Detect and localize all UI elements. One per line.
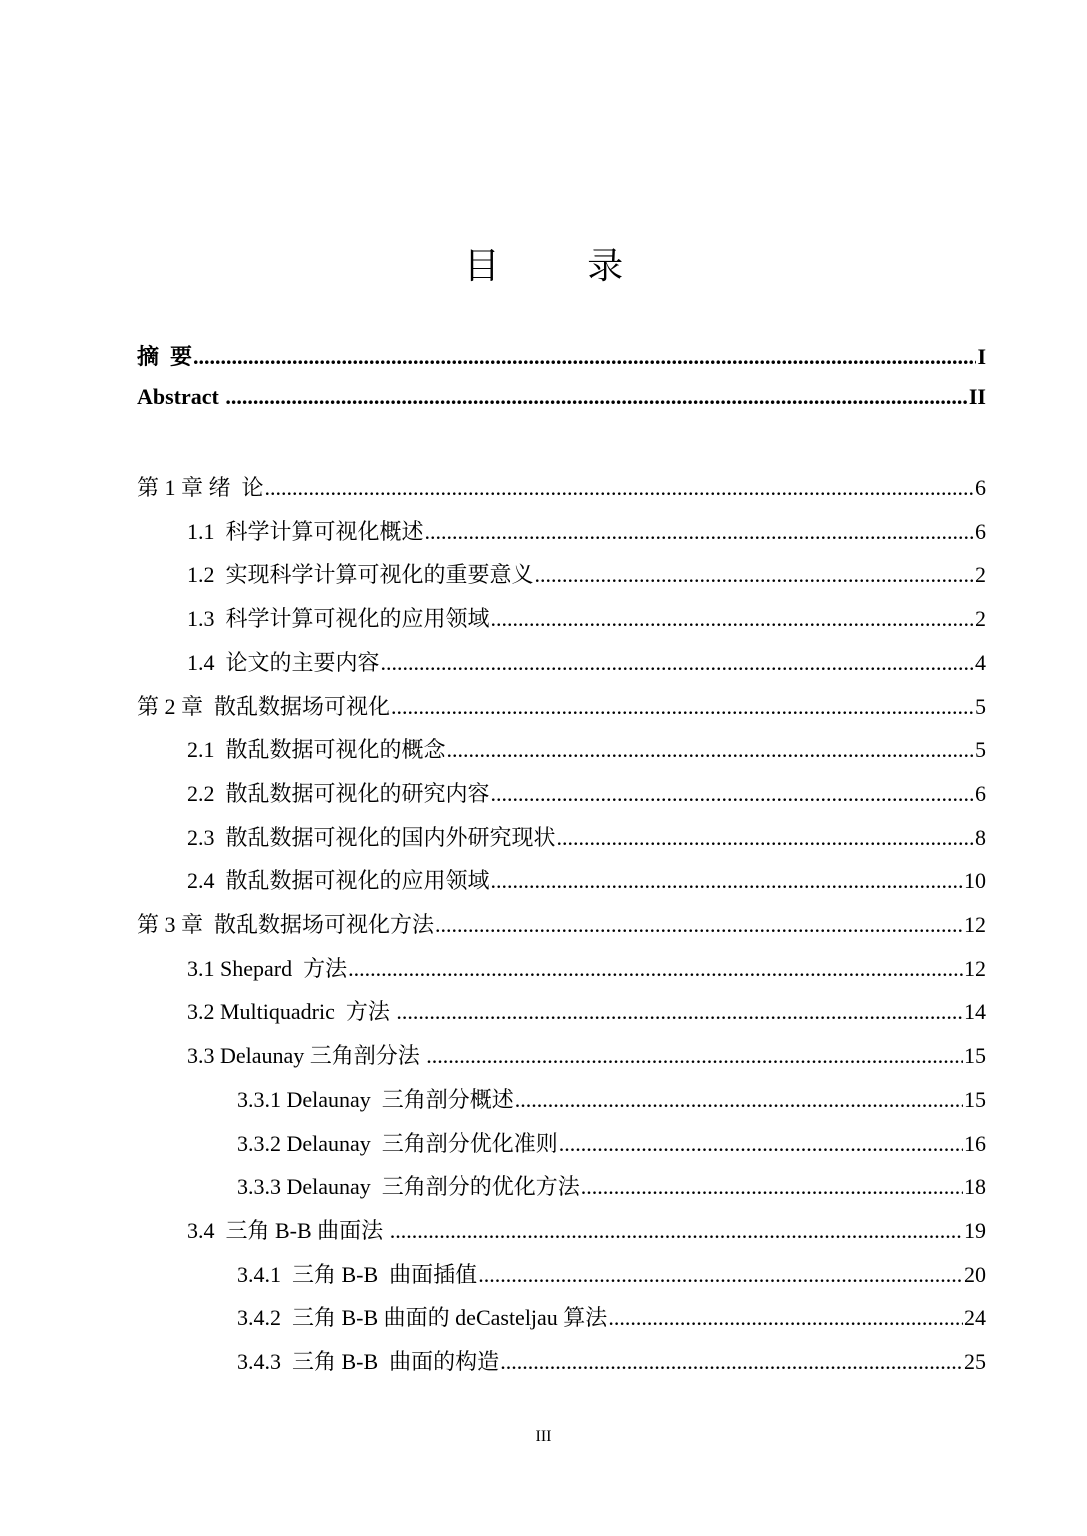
dot-leader [535, 562, 974, 588]
toc-entry-label: 1.2 实现科学计算可视化的重要意义 [187, 562, 534, 587]
toc-entry[interactable] [237, 1258, 986, 1288]
dot-leader [491, 781, 974, 807]
dot-leader [500, 1349, 963, 1375]
toc-entry-page: 16 [964, 1131, 986, 1156]
toc-entry[interactable] [237, 1345, 986, 1375]
dot-leader [491, 606, 974, 632]
toc-entry-page: 8 [975, 825, 986, 850]
toc-entry-page: 12 [964, 956, 986, 981]
toc-entry-page: 6 [975, 475, 986, 500]
dot-leader [381, 650, 974, 676]
dot-leader [447, 737, 974, 763]
toc-entry-label: 2.1 散乱数据可视化的概念 [187, 737, 446, 762]
toc-entry[interactable] [187, 733, 986, 763]
toc-entry-page: 25 [964, 1349, 986, 1374]
toc-entry-page: 15 [964, 1087, 986, 1112]
toc-entry[interactable] [187, 1039, 986, 1069]
dot-leader [390, 1218, 963, 1244]
toc-entry-label: 1.4 论文的主要内容 [187, 650, 380, 675]
page-title: 目 录 [463, 246, 662, 287]
toc-entry-label: 3.4.1 三角 B-B 曲面插值 [237, 1262, 478, 1287]
toc-entry-page: 14 [964, 999, 986, 1024]
dot-leader [435, 912, 963, 938]
toc-entry[interactable] [237, 1301, 986, 1331]
toc-entry[interactable] [187, 558, 986, 588]
toc-entry-label: 摘 要 [137, 344, 193, 369]
toc-entry-label: 2.4 散乱数据可视化的应用领域 [187, 868, 490, 893]
toc-entry-page: 19 [964, 1218, 986, 1243]
toc-entry[interactable] [187, 777, 986, 807]
toc-entry[interactable] [137, 340, 986, 370]
toc-entry[interactable] [137, 471, 986, 501]
toc-entry[interactable] [187, 995, 986, 1025]
dot-leader [396, 999, 963, 1025]
toc-entry[interactable] [187, 515, 986, 545]
toc-entry-label: 3.4.2 三角 B-B 曲面的 deCasteljau 算法 [237, 1305, 608, 1330]
dot-leader [491, 868, 963, 894]
toc-entry-page: 6 [975, 781, 986, 806]
toc-entry[interactable] [187, 1214, 986, 1244]
dot-leader [425, 519, 974, 545]
toc-entry-page: 4 [975, 650, 986, 675]
toc-entry-label: 3.4.3 三角 B-B 曲面的构造 [237, 1349, 500, 1374]
toc-entry-label: 2.3 散乱数据可视化的国内外研究现状 [187, 825, 556, 850]
dot-leader [581, 1174, 963, 1200]
dot-leader [557, 825, 974, 851]
toc-entry-label: 第 3 章 散乱数据场可视化方法 [137, 912, 435, 937]
toc-entry-page: 24 [964, 1305, 986, 1330]
toc-entry-label: 3.3.3 Delaunay 三角剖分的优化方法 [237, 1174, 580, 1199]
toc-entry-label: 2.2 散乱数据可视化的研究内容 [187, 781, 490, 806]
toc-entry-page: II [968, 384, 986, 409]
toc-entry[interactable] [187, 864, 986, 894]
toc-entry-page: 5 [975, 737, 986, 762]
toc-entry-label: 3.3.2 Delaunay 三角剖分优化准则 [237, 1131, 558, 1156]
dot-leader [348, 956, 963, 982]
dot-leader [559, 1131, 963, 1157]
dot-leader [515, 1087, 963, 1113]
toc-entry-label: Abstract [137, 384, 225, 409]
toc-entry-page: 15 [964, 1043, 986, 1068]
toc-entry-page: 20 [964, 1262, 986, 1287]
toc-entry-label: 第 1 章 绪 论 [137, 475, 264, 500]
toc-entry[interactable] [137, 384, 986, 414]
toc-entry-page: 5 [975, 694, 986, 719]
toc-entry[interactable] [187, 952, 986, 982]
toc-entry-page: 6 [975, 519, 986, 544]
toc-entry-page: 10 [964, 868, 986, 893]
dot-leader [391, 694, 974, 720]
toc-entry[interactable] [237, 1170, 986, 1200]
toc-entry[interactable] [237, 1127, 986, 1157]
toc-entry-page: 2 [975, 606, 986, 631]
toc-entry-label: 3.2 Multiquadric 方法 [187, 999, 396, 1024]
dot-leader [225, 384, 968, 410]
toc-entry-page: 12 [964, 912, 986, 937]
toc-entry-page: I [977, 344, 986, 369]
dot-leader [265, 475, 974, 501]
dot-leader [608, 1305, 963, 1331]
toc-entry[interactable] [237, 1083, 986, 1113]
toc-entry-page: 2 [975, 562, 986, 587]
toc-entry[interactable] [187, 646, 986, 676]
toc-entry-label: 1.1 科学计算可视化概述 [187, 519, 424, 544]
dot-leader [426, 1043, 963, 1069]
toc-entry-label: 3.3 Delaunay 三角剖分法 [187, 1043, 426, 1068]
toc-entry[interactable] [187, 821, 986, 851]
page-number: III [535, 1428, 552, 1445]
dot-leader [193, 344, 976, 370]
toc-entry-page: 18 [964, 1174, 986, 1199]
toc-entry[interactable] [137, 690, 986, 720]
dot-leader [478, 1262, 963, 1288]
toc-entry-label: 第 2 章 散乱数据场可视化 [137, 694, 391, 719]
toc-entry-label: 3.4 三角 B-B 曲面法 [187, 1218, 389, 1243]
toc-entry[interactable] [187, 602, 986, 632]
toc-entry-label: 3.1 Shepard 方法 [187, 956, 348, 981]
toc-entry[interactable] [137, 908, 986, 938]
toc-entry-label: 1.3 科学计算可视化的应用领域 [187, 606, 490, 631]
toc-entry-label: 3.3.1 Delaunay 三角剖分概述 [237, 1087, 514, 1112]
